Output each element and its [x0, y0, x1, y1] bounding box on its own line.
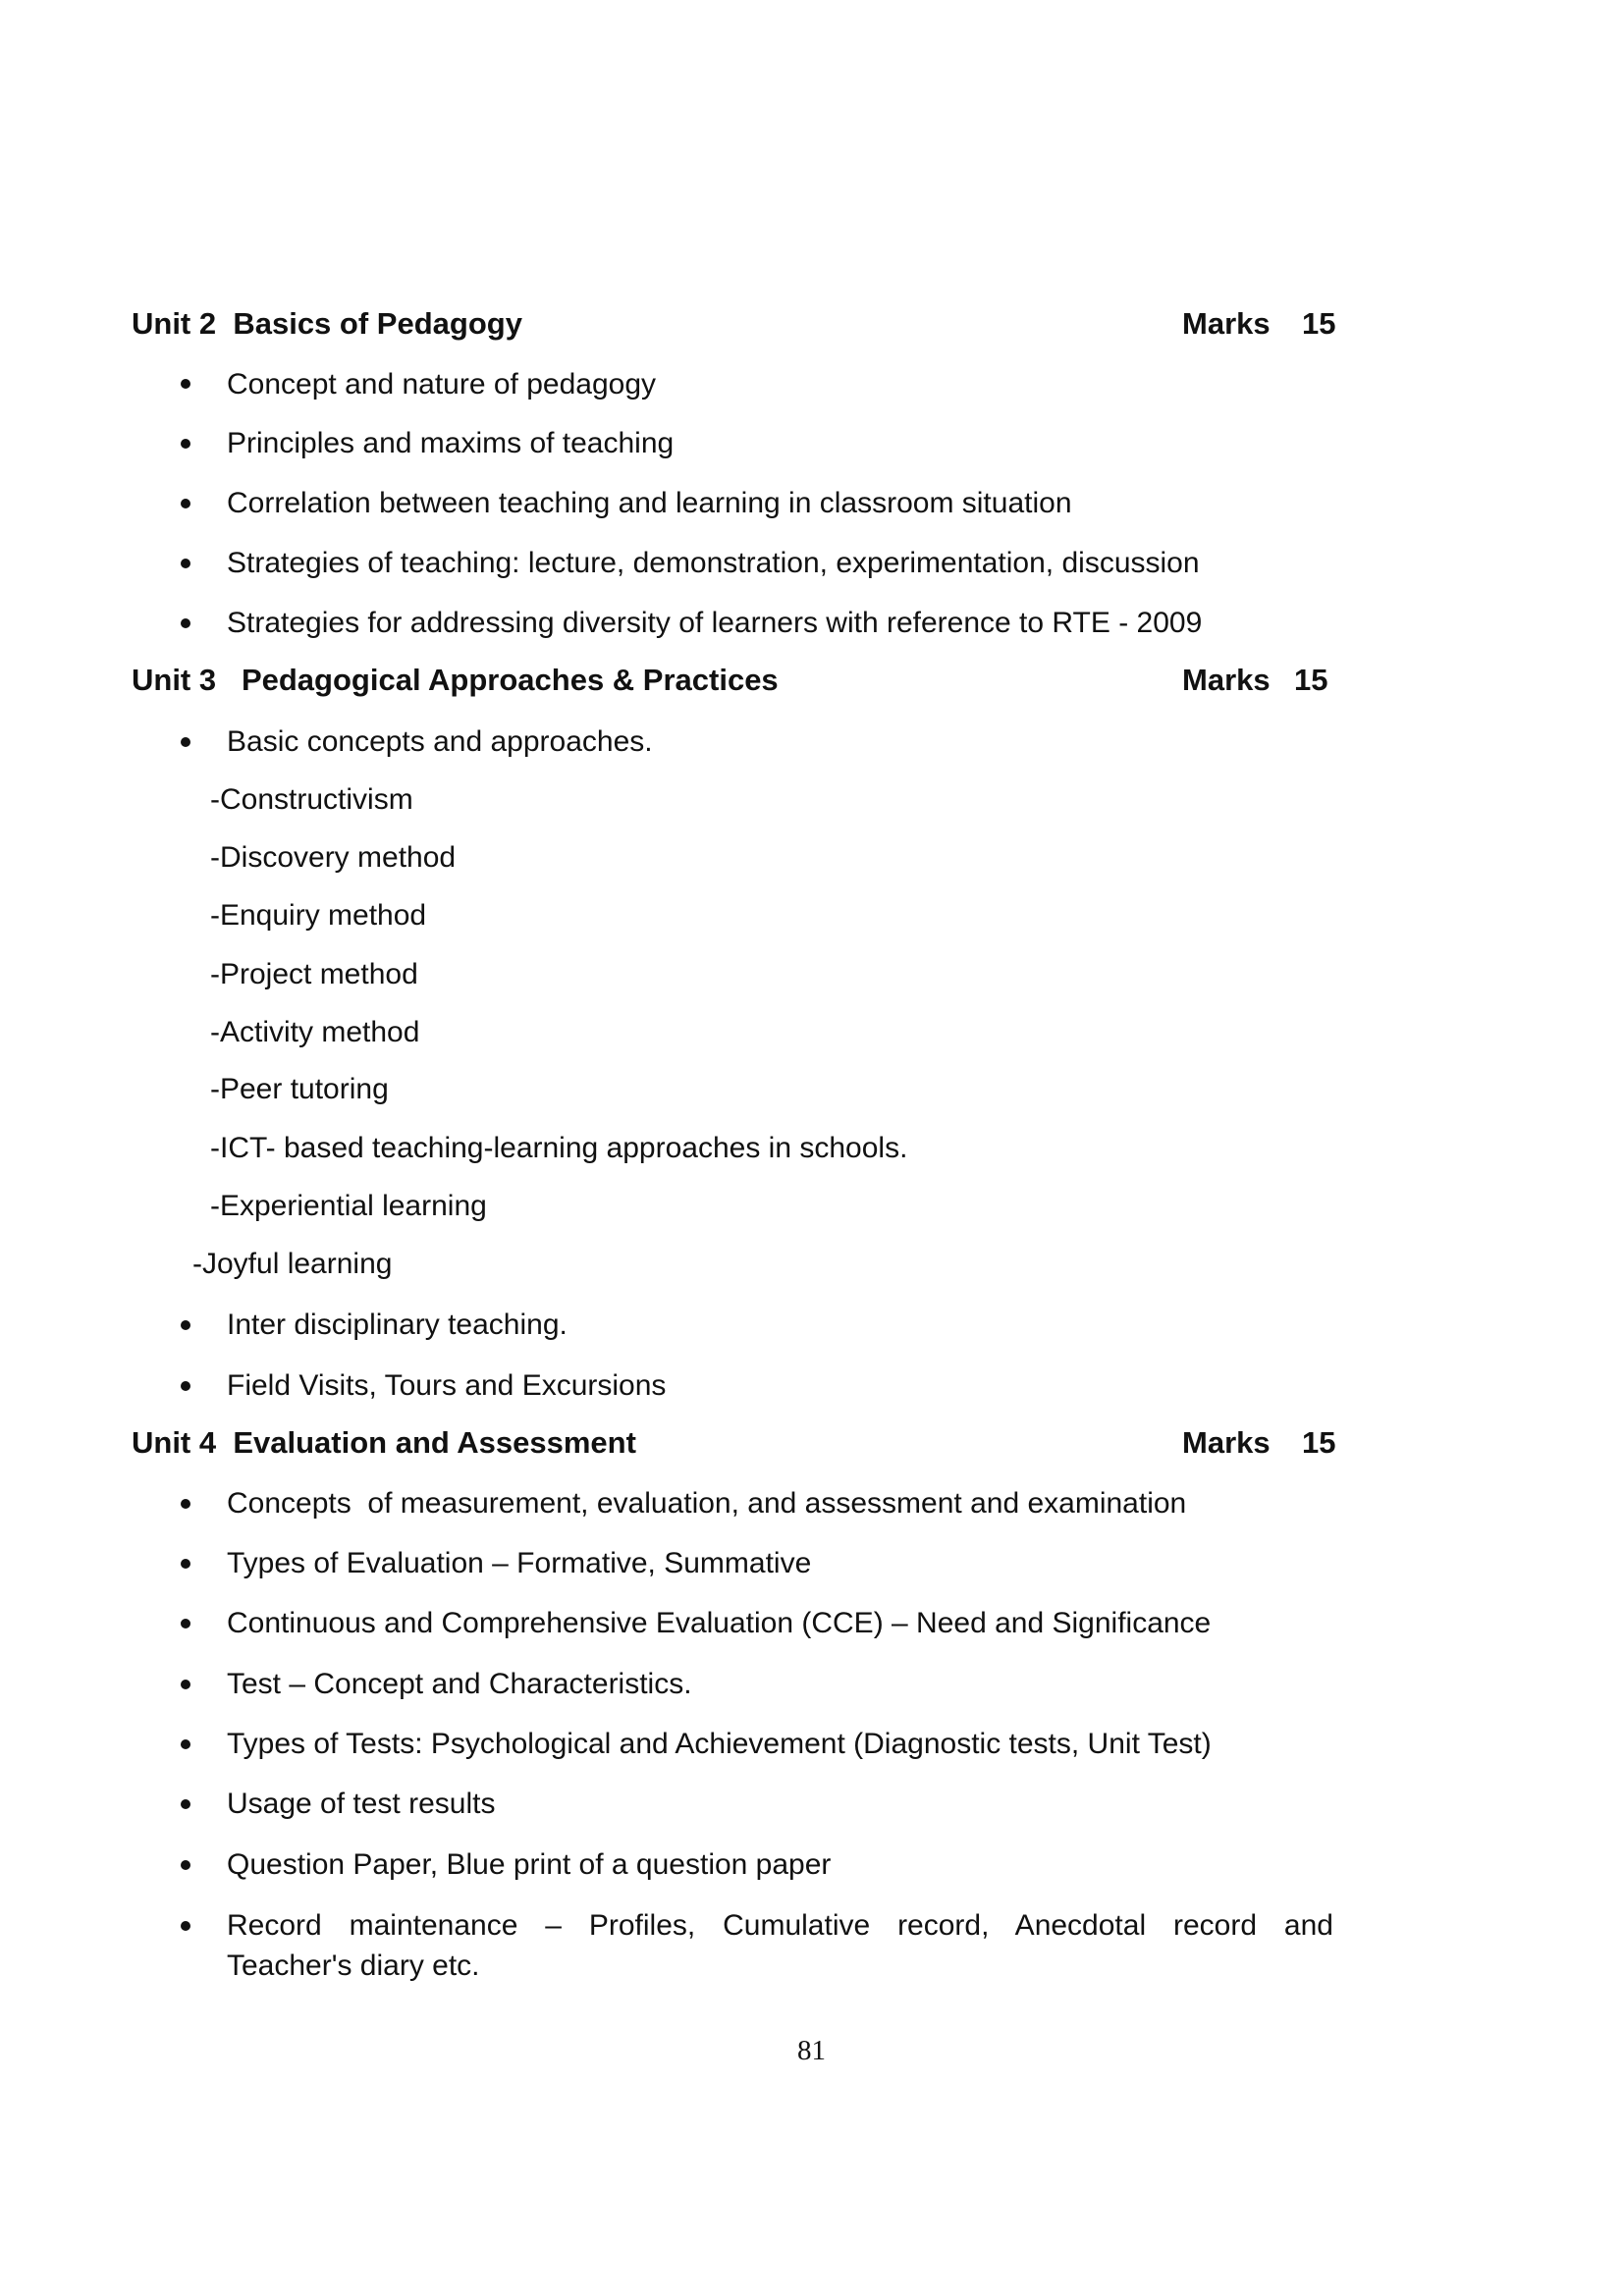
- bullet-icon: [181, 1381, 190, 1391]
- list-item-text: Question Paper, Blue print of a question paper: [227, 1848, 832, 1881]
- bullet-icon: [181, 737, 190, 747]
- sub-item: -Enquiry method: [210, 899, 427, 932]
- list-item-text: Strategies for addressing diversity of learners with reference to RTE - 2009: [227, 607, 1203, 639]
- bullet-icon: [181, 1619, 190, 1629]
- bullet-icon: [181, 439, 190, 449]
- bullet-icon: [181, 1499, 190, 1509]
- sub-item: -Experiential learning: [210, 1190, 487, 1222]
- list-item-text: Continuous and Comprehensive Evaluation (CCE) – Need and Significance: [227, 1607, 1212, 1639]
- list-item-text: Types of Evaluation – Formative, Summative: [227, 1547, 812, 1579]
- marks-label: Marks: [1182, 663, 1271, 697]
- sub-item: -Joyful learning: [192, 1248, 393, 1280]
- bullet-icon: [181, 618, 190, 628]
- bullet-icon: [181, 1799, 190, 1809]
- sub-item: -Project method: [210, 958, 418, 990]
- unit-heading: Unit 2 Basics of Pedagogy: [132, 306, 522, 341]
- bullet-icon: [181, 559, 190, 568]
- bullet-icon: [181, 1860, 190, 1870]
- marks-value: 15: [1302, 306, 1336, 341]
- list-item-text: Usage of test results: [227, 1788, 496, 1820]
- bullet-icon: [181, 1559, 190, 1569]
- list-item-text: Test – Concept and Characteristics.: [227, 1668, 692, 1700]
- list-item-text: Principles and maxims of teaching: [227, 427, 675, 459]
- page-number: 81: [797, 2035, 826, 2066]
- bullet-icon: [181, 1680, 190, 1689]
- sub-item: -Constructivism: [210, 783, 413, 816]
- list-item-text-continued: Teacher's diary etc.: [227, 1949, 480, 1982]
- marks-label: Marks: [1182, 306, 1271, 341]
- marks-value: 15: [1302, 1425, 1336, 1460]
- sub-item: -Discovery method: [210, 841, 457, 874]
- list-item-text: Types of Tests: Psychological and Achievement (Diagnostic tests, Unit Test): [227, 1728, 1212, 1760]
- bullet-icon: [181, 1320, 190, 1330]
- bullet-icon: [181, 1921, 190, 1931]
- sub-item: -Activity method: [210, 1016, 420, 1048]
- list-item-text: Correlation between teaching and learning in classroom situation: [227, 487, 1072, 519]
- list-item-text: Concepts of measurement, evaluation, and assessment and examination: [227, 1487, 1187, 1520]
- list-item-text: Concept and nature of pedagogy: [227, 368, 657, 400]
- list-item-text: Basic concepts and approaches.: [227, 725, 653, 758]
- bullet-icon: [181, 499, 190, 508]
- sub-item: -ICT- based teaching-learning approaches in schools.: [210, 1132, 908, 1164]
- list-item-text: Inter disciplinary teaching.: [227, 1308, 568, 1341]
- unit-heading: Unit 3 Pedagogical Approaches & Practices: [132, 663, 779, 697]
- list-item-text: Field Visits, Tours and Excursions: [227, 1369, 667, 1402]
- list-item-text: Strategies of teaching: lecture, demonstration, experimentation, discussion: [227, 547, 1200, 579]
- bullet-icon: [181, 1739, 190, 1749]
- bullet-icon: [181, 379, 190, 389]
- sub-item: -Peer tutoring: [210, 1073, 389, 1105]
- list-item-text: Record maintenance – Profiles, Cumulative record, Anecdotal record and: [227, 1909, 1333, 1942]
- unit-heading: Unit 4 Evaluation and Assessment: [132, 1425, 636, 1460]
- marks-label: Marks: [1182, 1425, 1271, 1460]
- marks-value: 15: [1294, 663, 1328, 697]
